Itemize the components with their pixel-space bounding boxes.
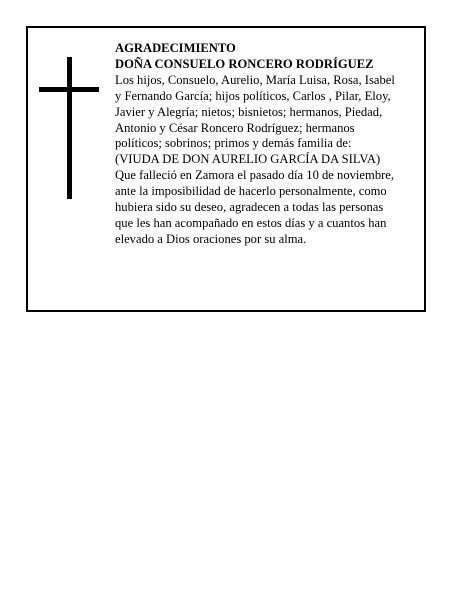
notice-body-line: Javier y Alegría; nietos; bisnietos; hermanos, Piedad,: [115, 104, 383, 119]
notice-body-line: que les han acompañado en estos días y a cuantos han: [115, 215, 387, 230]
notice-body-line: políticos; sobrinos; primos y demás familia de:: [115, 136, 352, 151]
notice-text: [115, 41, 421, 248]
notice-body-line: ante la imposibilidad de hacerlo personalmente, como: [115, 184, 387, 199]
notice-body-line: Antonio y César Roncero Rodríguez; hermanos: [115, 120, 355, 135]
cross-icon: [39, 57, 99, 199]
notice-body-line: y Fernando García; hijos políticos, Carlos , Pilar, Eloy,: [115, 88, 391, 103]
obituary-notice-box: [26, 26, 426, 312]
notice-body-line: Que falleció en Zamora el pasado día 10 de noviembre,: [115, 168, 395, 183]
notice-heading: AGRADECIMIENTO: [115, 41, 236, 55]
deceased-name: DOÑA CONSUELO RONCERO RODRÍGUEZ: [115, 56, 374, 71]
notice-body-line: (VIUDA DE DON AURELIO GARCÍA DA SILVA): [115, 152, 381, 167]
notice-body-line: Los hijos, Consuelo, Aurelio, María Luisa, Rosa, Isabel: [115, 72, 395, 87]
cross-vertical-bar: [67, 57, 72, 199]
cross-horizontal-bar: [39, 87, 99, 92]
notice-body-line: elevado a Dios oraciones por su alma.: [115, 231, 307, 246]
notice-body-line: hubiera sido su deseo, agradecen a todas las personas: [115, 200, 384, 215]
